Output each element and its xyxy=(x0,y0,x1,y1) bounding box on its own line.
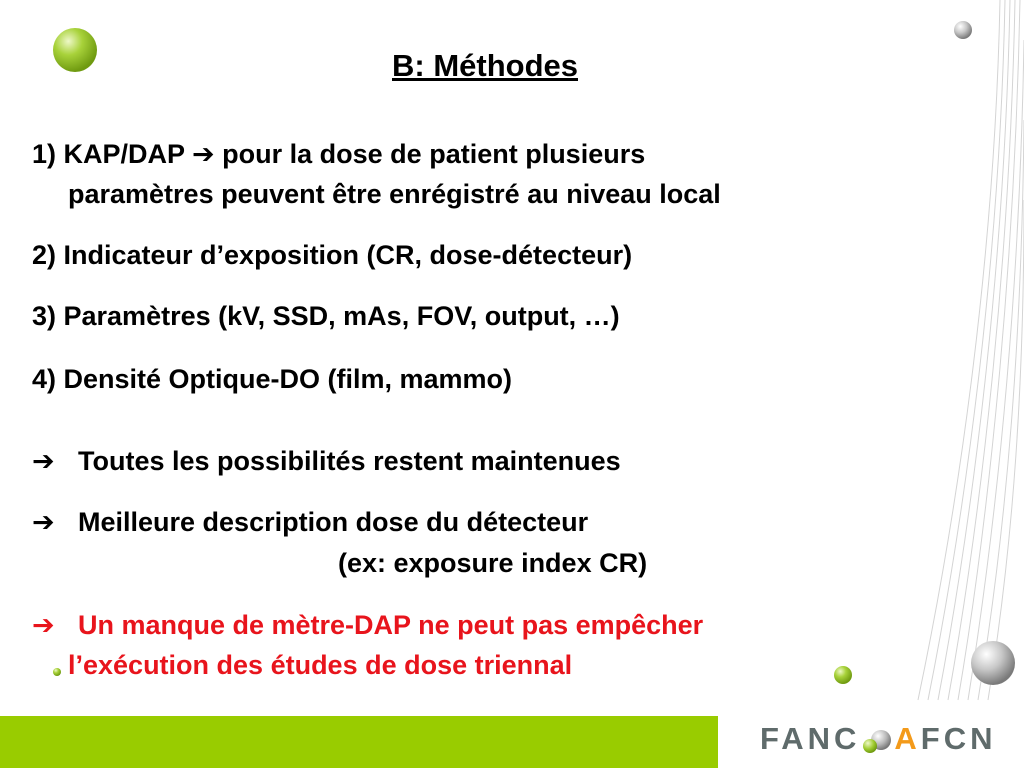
arrow-right-icon: ➔ xyxy=(32,446,55,476)
logo-fcn-text: FCN xyxy=(920,721,997,756)
slide-title: B: Méthodes xyxy=(392,48,578,83)
grey-sphere-large xyxy=(971,641,1015,685)
conclusion-2-line-2: (ex: exposure index CR) xyxy=(338,548,648,578)
conclusion-2-text: Meilleure description dose du détecteur xyxy=(78,507,589,537)
green-sphere-tiny xyxy=(53,668,61,676)
green-sphere-large xyxy=(53,28,97,72)
list-item-1-line-1: 1) KAP/DAP ➔ pour la dose de patient plusieurs xyxy=(32,139,646,169)
arrow-right-icon: ➔ xyxy=(32,507,55,537)
grey-sphere-small xyxy=(954,21,972,39)
conclusion-1-text: Toutes les possibilités restent maintenues xyxy=(78,446,621,476)
conclusion-3-line-2: l’exécution des études de dose triennal xyxy=(68,650,573,680)
conclusion-1 xyxy=(32,444,621,478)
curved-lines-decoration xyxy=(918,0,1024,700)
footer-green-bar xyxy=(0,716,718,768)
conclusion-3 xyxy=(32,608,703,642)
conclusion-3-text: Un manque de mètre-DAP ne peut pas empêcher xyxy=(78,610,704,640)
list-item-2: 2) Indicateur d’exposition (CR, dose-détecteur) xyxy=(32,240,633,270)
logo-fanc-text: FANC xyxy=(760,721,861,756)
fanc-afcn-logo xyxy=(760,722,997,756)
list-item-3: 3) Paramètres (kV, SSD, mAs, FOV, output, …) xyxy=(32,301,620,331)
list-item-1-line-2: paramètres peuvent être enrégistré au niveau local xyxy=(68,179,721,209)
logo-spheres-icon xyxy=(860,726,894,756)
conclusion-2 xyxy=(32,505,588,539)
logo-a-letter: A xyxy=(894,721,921,756)
green-sphere-small xyxy=(834,666,852,684)
list-item-4: 4) Densité Optique-DO (film, mammo) xyxy=(32,364,513,394)
arrow-right-icon: ➔ xyxy=(32,610,55,640)
